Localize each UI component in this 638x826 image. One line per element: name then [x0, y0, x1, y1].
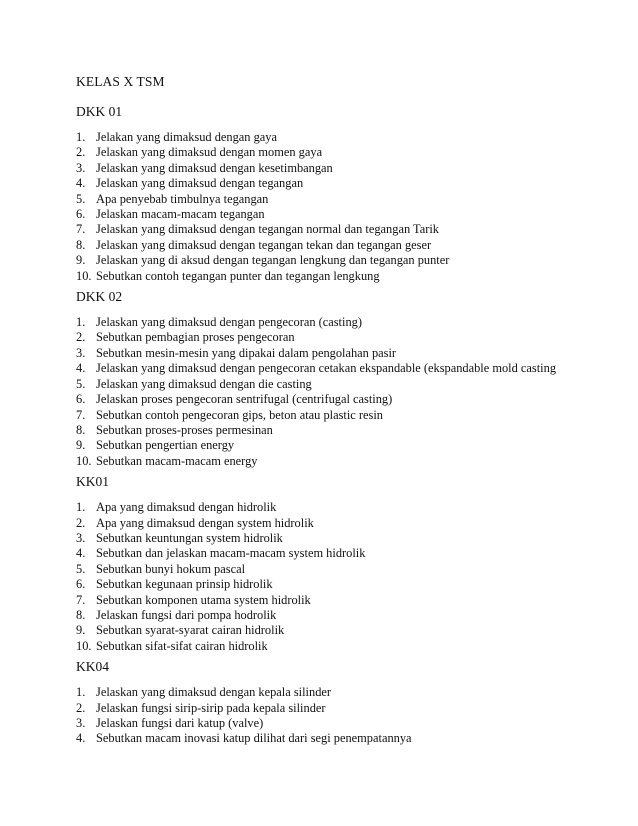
question-item [76, 130, 616, 145]
question-item [76, 408, 616, 423]
question-item [76, 701, 616, 716]
question-text: Sebutkan contoh tegangan punter dan tegangan lengkung [96, 268, 380, 283]
question-text: Jelaskan fungsi dari katup (valve) [96, 716, 264, 730]
question-sections [76, 103, 616, 747]
question-number: 6. [76, 207, 86, 222]
question-number: 9. [76, 438, 86, 453]
question-text: Apa yang dimaksud dengan system hidrolik [96, 515, 314, 530]
question-text: Jelaskan yang dimaksud dengan tegangan normal dan tegangan Tarik [96, 222, 439, 237]
question-text: Jelaskan yang di aksud dengan tegangan lengkung dan tegangan punter [96, 253, 450, 268]
question-text: Jelaskan yang dimaksud dengan kepala silinder [96, 685, 332, 700]
question-item [76, 593, 616, 608]
question-number: 8. [76, 237, 86, 252]
question-number: 2. [76, 330, 86, 345]
question-text: Jelaskan yang dimaksud dengan momen gaya [96, 145, 323, 160]
question-item [76, 577, 616, 592]
question-item [76, 361, 616, 376]
section-heading: DKK 02 [76, 289, 123, 305]
question-item [76, 500, 616, 515]
question-number: 8. [76, 422, 86, 437]
question-number: 10. [76, 453, 92, 468]
question-item [76, 454, 616, 469]
question-number: 5. [76, 561, 86, 576]
question-text: Jelaskan yang dimaksud dengan kesetimbangan [96, 160, 333, 175]
question-text: Jelaskan proses pengecoran sentrifugal (centrifugal casting) [96, 392, 393, 407]
question-item [76, 423, 616, 438]
question-item [76, 516, 616, 531]
question-item [76, 531, 616, 546]
question-number: 2. [76, 145, 86, 160]
question-text: Apa penyebab timbulnya tegangan [96, 191, 269, 206]
question-item [76, 176, 616, 191]
question-number: 3. [76, 716, 86, 730]
question-item [76, 392, 616, 407]
question-item [76, 315, 616, 330]
question-item [76, 562, 616, 577]
question-text: Sebutkan dan jelaskan macam-macam system hidrolik [96, 546, 366, 561]
question-number: 2. [76, 700, 86, 715]
question-text: Sebutkan macam inovasi katup dilihat dari segi penempatannya [96, 731, 412, 746]
question-item [76, 238, 616, 253]
question-number: 1. [76, 130, 86, 144]
question-number: 3. [76, 345, 86, 360]
question-text: Jelaskan yang dimaksud dengan pengecoran cetakan ekspandable (ekspandable mold casting [96, 361, 557, 376]
question-section [76, 473, 616, 654]
question-text: Jelaskan fungsi dari pompa hodrolik [96, 607, 277, 622]
question-item [76, 438, 616, 453]
question-text: Jelaskan fungsi sirip-sirip pada kepala silinder [96, 700, 326, 715]
question-number: 8. [76, 607, 86, 622]
question-item [76, 716, 616, 731]
section-heading: KK04 [76, 659, 109, 675]
question-item [76, 269, 616, 284]
question-item [76, 546, 616, 561]
question-number: 3. [76, 160, 86, 175]
question-item [76, 330, 616, 345]
question-number: 7. [76, 407, 86, 422]
question-text: Sebutkan kegunaan prinsip hidrolik [96, 577, 273, 592]
question-list [76, 315, 616, 469]
question-section [76, 103, 616, 284]
question-list [76, 500, 616, 654]
question-number: 2. [76, 515, 86, 530]
question-item [76, 623, 616, 638]
question-number: 4. [76, 546, 86, 561]
question-text: Jelaskan yang dimaksud dengan pengecoran (casting) [96, 315, 362, 330]
question-number: 4. [76, 176, 86, 191]
question-item [76, 192, 616, 207]
question-text: Jelaskan yang dimaksud dengan tegangan tekan dan tegangan geser [96, 237, 432, 252]
question-text: Apa yang dimaksud dengan hidrolik [96, 500, 277, 515]
question-text: Sebutkan proses-proses permesinan [96, 422, 273, 437]
question-item [76, 346, 616, 361]
question-item [76, 253, 616, 268]
question-text: Jelakan yang dimaksud dengan gaya [96, 130, 277, 144]
question-number: 6. [76, 392, 86, 407]
question-list [76, 685, 616, 747]
question-number: 4. [76, 731, 86, 746]
question-number: 10. [76, 638, 92, 653]
question-text: Sebutkan macam-macam energy [96, 453, 258, 468]
question-item [76, 731, 616, 746]
question-text: Sebutkan contoh pengecoran gips, beton atau plastic resin [96, 407, 383, 422]
question-text: Sebutkan keuntungan system hidrolik [96, 530, 283, 545]
question-text: Jelaskan macam-macam tegangan [96, 207, 265, 222]
question-section [76, 658, 616, 747]
section-heading: DKK 01 [76, 104, 123, 119]
question-number: 10. [76, 268, 92, 283]
question-number: 7. [76, 222, 86, 237]
document-content [76, 73, 616, 751]
question-number: 9. [76, 623, 86, 638]
question-text: Sebutkan mesin-mesin yang dipakai dalam pengolahan pasir [96, 345, 397, 360]
question-number: 4. [76, 361, 86, 376]
question-text: Jelaskan yang dimaksud dengan tegangan [96, 176, 304, 191]
question-number: 3. [76, 530, 86, 545]
question-text: Sebutkan pembagian proses pengecoran [96, 330, 295, 345]
question-text: Jelaskan yang dimaksud dengan die casting [96, 376, 312, 391]
question-number: 1. [76, 500, 86, 515]
question-number: 1. [76, 315, 86, 330]
question-text: Sebutkan pengertian energy [96, 438, 235, 453]
question-number: 1. [76, 685, 86, 700]
question-item [76, 639, 616, 654]
question-text: Sebutkan syarat-syarat cairan hidrolik [96, 623, 285, 638]
question-item [76, 207, 616, 222]
question-item [76, 145, 616, 160]
question-list [76, 130, 616, 284]
question-number: 5. [76, 376, 86, 391]
question-text: Sebutkan sifat-sifat cairan hidrolik [96, 638, 268, 653]
question-section [76, 288, 616, 469]
question-text: Sebutkan komponen utama system hidrolik [96, 592, 311, 607]
question-number: 6. [76, 577, 86, 592]
question-item [76, 608, 616, 623]
question-item [76, 222, 616, 237]
question-number: 5. [76, 191, 86, 206]
document-title: KELAS X TSM [76, 74, 165, 89]
question-number: 9. [76, 253, 86, 268]
question-item [76, 685, 616, 700]
question-text: Sebutkan bunyi hokum pascal [96, 561, 246, 576]
question-item [76, 377, 616, 392]
question-item [76, 161, 616, 176]
question-number: 7. [76, 592, 86, 607]
section-heading: KK01 [76, 474, 109, 490]
